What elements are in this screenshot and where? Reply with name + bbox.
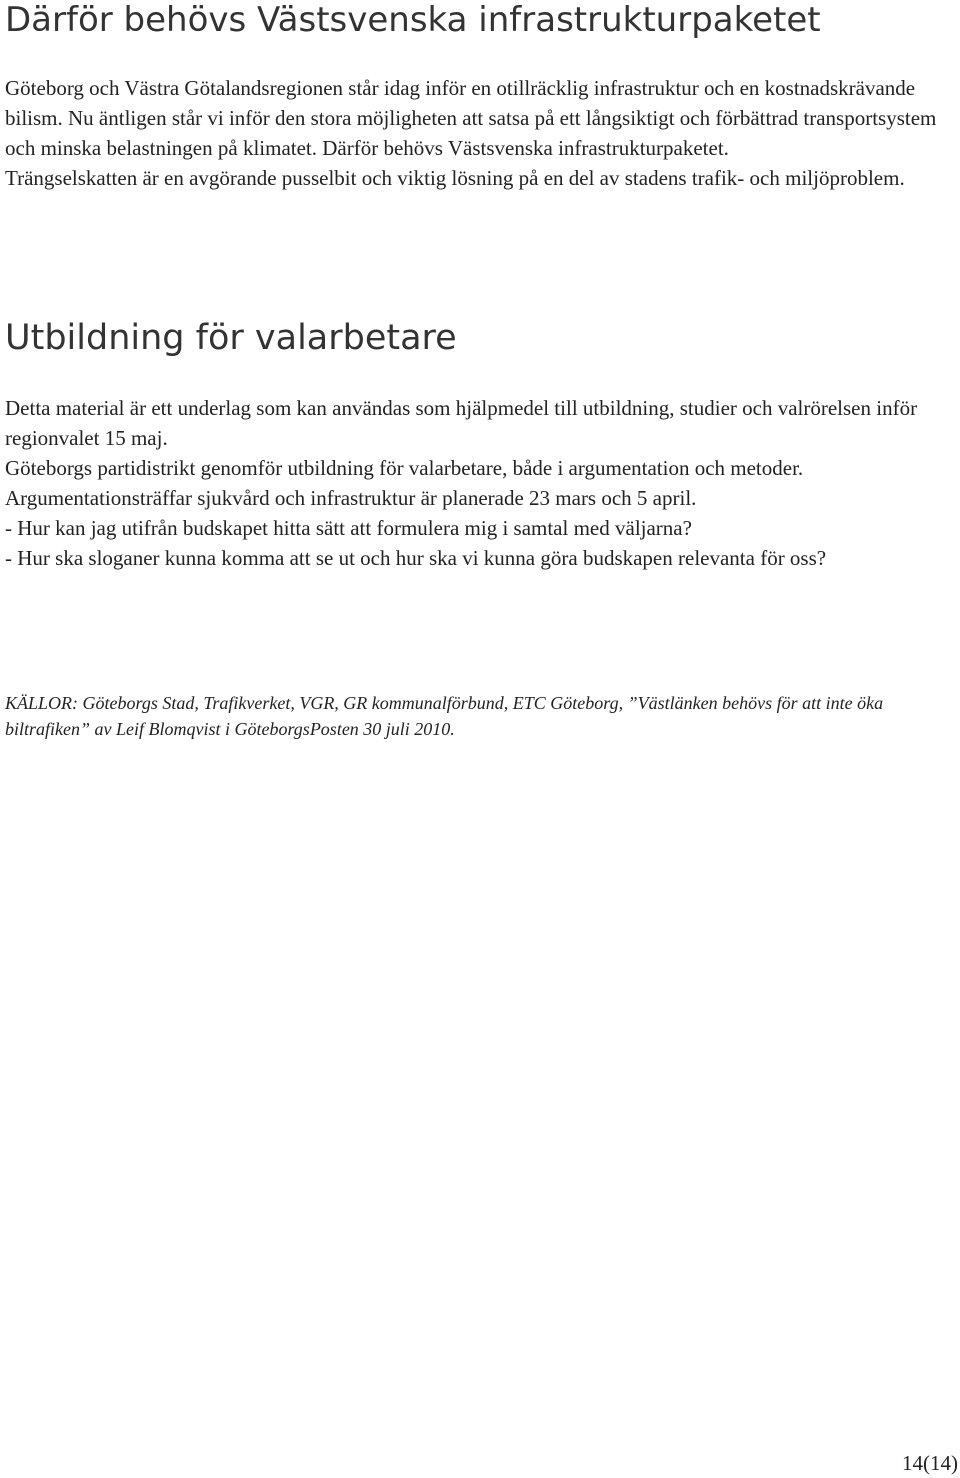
sources-note: KÄLLOR: Göteborgs Stad, Trafikverket, VGR, GR kommunalförbund, ETC Göteborg, ”Västlänken behövs för att inte öka biltrafiken” av Leif Blomqvist i GöteborgsPosten 30 juli 2010. xyxy=(5,693,884,739)
section-heading-training: Utbildning för valarbetare xyxy=(5,318,457,358)
paragraph: - Hur kan jag utifrån budskapet hitta sätt att formulera mig i samtal med väljarna? xyxy=(5,516,692,540)
page-number: 14(14) xyxy=(902,1451,958,1475)
paragraph: Detta material är ett underlag som kan användas som hjälpmedel till utbildning, studier och valrörelsen inför regionvalet 15 maj. xyxy=(5,396,918,450)
paragraph: Argumentationsträffar sjukvård och infrastruktur är planerade 23 mars och 5 april. xyxy=(5,486,697,510)
section-heading-infrastructure: Därför behövs Västsvenska infrastrukturpaketet xyxy=(5,0,821,40)
paragraph: Trängselskatten är en avgörande pusselbit och viktig lösning på en del av stadens trafik- och miljöproblem. xyxy=(5,166,905,190)
training-text xyxy=(5,393,955,573)
paragraph: Göteborgs partidistrikt genomför utbildning för valarbetare, både i argumentation och metoder. xyxy=(5,456,804,480)
paragraph: Göteborg och Västra Götalandsregionen står idag inför en otillräcklig infrastruktur och en kostnadskrävande bilism. Nu äntligen står vi inför den stora möjligheten att satsa på ett långsiktigt och förbättrad transportsystem och minska belastningen på klimatet. Därför behövs Västsvenska infrastrukturpaketet. xyxy=(5,76,937,160)
infrastructure-text xyxy=(5,73,955,193)
paragraph: - Hur ska sloganer kunna komma att se ut och hur ska vi kunna göra budskapen relevanta för oss? xyxy=(5,546,827,570)
